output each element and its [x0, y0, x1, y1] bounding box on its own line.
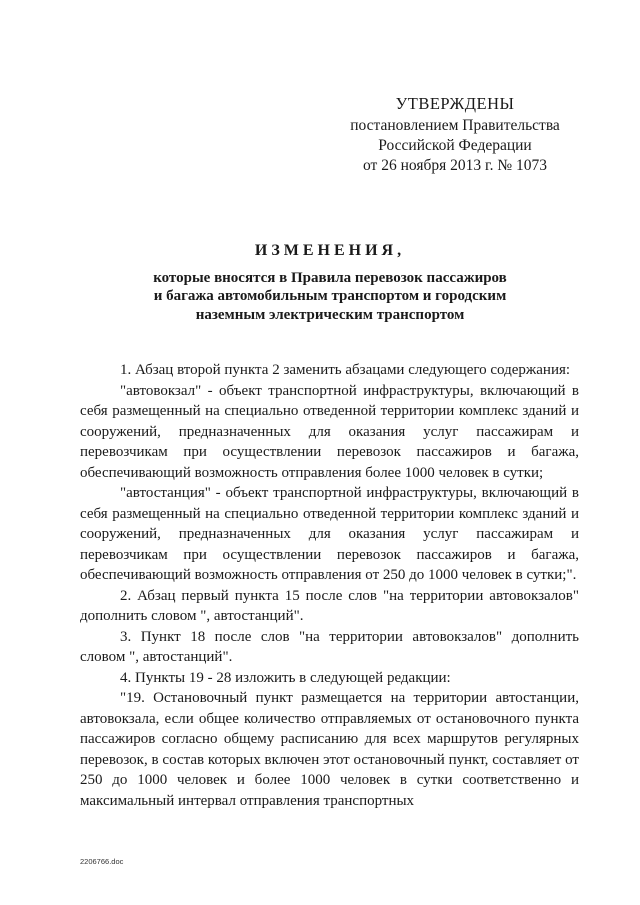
footer-filename: 2206766.doc: [80, 857, 124, 866]
document-title: ИЗМЕНЕНИЯ,: [254, 242, 406, 259]
paragraph-item-4: 4. Пункты 19 - 28 изложить в следующей редакции:: [120, 669, 451, 686]
paragraph-item-19: "19. Остановочный пункт размещается на территории автостанции, автовокзала, если общее количество отправляемых от остановочного пункта пассажиров согласно общему расписанию для всех маршрутов регулярных перевозок, в состав которых включен этот остановочный пункт, составляет от 250 до 1000 человек и более 1000 человек в сутки соответственно и максимальный интервал отправления транспортных: [80, 690, 579, 809]
paragraph-avtostantsiya-definition: "автостанция" - объект транспортной инфраструктуры, включающий в себя размещенный на специально отведенной территории комплекс зданий и сооружений, предназначенных для оказания услуг пассажирам и перевозчикам при осуществлении перевозок пассажиров и багажа, обеспечивающий возможность отправления от 250 до 1000 человек в сутки;".: [80, 485, 579, 583]
paragraph-item-1: 1. Абзац второй пункта 2 заменить абзацами следующего содержания:: [120, 362, 571, 378]
paragraph-avtovokzal-definition: "автовокзал" - объект транспортной инфраструктуры, включающий в себя размещенный на специально отведенной территории комплекс зданий и сооружений, предназначенных для оказания услуг пассажирам и перевозчикам при осуществлении перевозок пассажиров и багажа, обеспечивающий возможность отправления более 1000 человек в сутки;: [80, 382, 579, 481]
paragraph-item-3: 3. Пункт 18 после слов "на территории автовокзалов" дополнить словом ", автостанций".: [80, 628, 579, 665]
paragraph-item-2: 2. Абзац первый пункта 15 после слов "на территории автовокзалов" дополнить словом ", автостанций".: [80, 587, 579, 624]
subtitle-line-3: наземным электрическим транспортом: [195, 306, 465, 323]
approval-line-3: от 26 ноября 2013 г. № 1073: [363, 157, 547, 174]
document-body: [80, 360, 579, 811]
document-heading: [80, 242, 580, 324]
approval-title: УТВЕРЖДЕНЫ: [395, 94, 515, 113]
approval-stamp: [330, 94, 580, 176]
subtitle-line-1: которые вносятся в Правила перевозок пассажиров: [153, 269, 507, 286]
subtitle-line-2: и багажа автомобильным транспортом и городским: [153, 288, 507, 304]
approval-line-2: Российской Федерации: [378, 137, 532, 154]
approval-line-1: постановлением Правительства: [350, 117, 560, 134]
